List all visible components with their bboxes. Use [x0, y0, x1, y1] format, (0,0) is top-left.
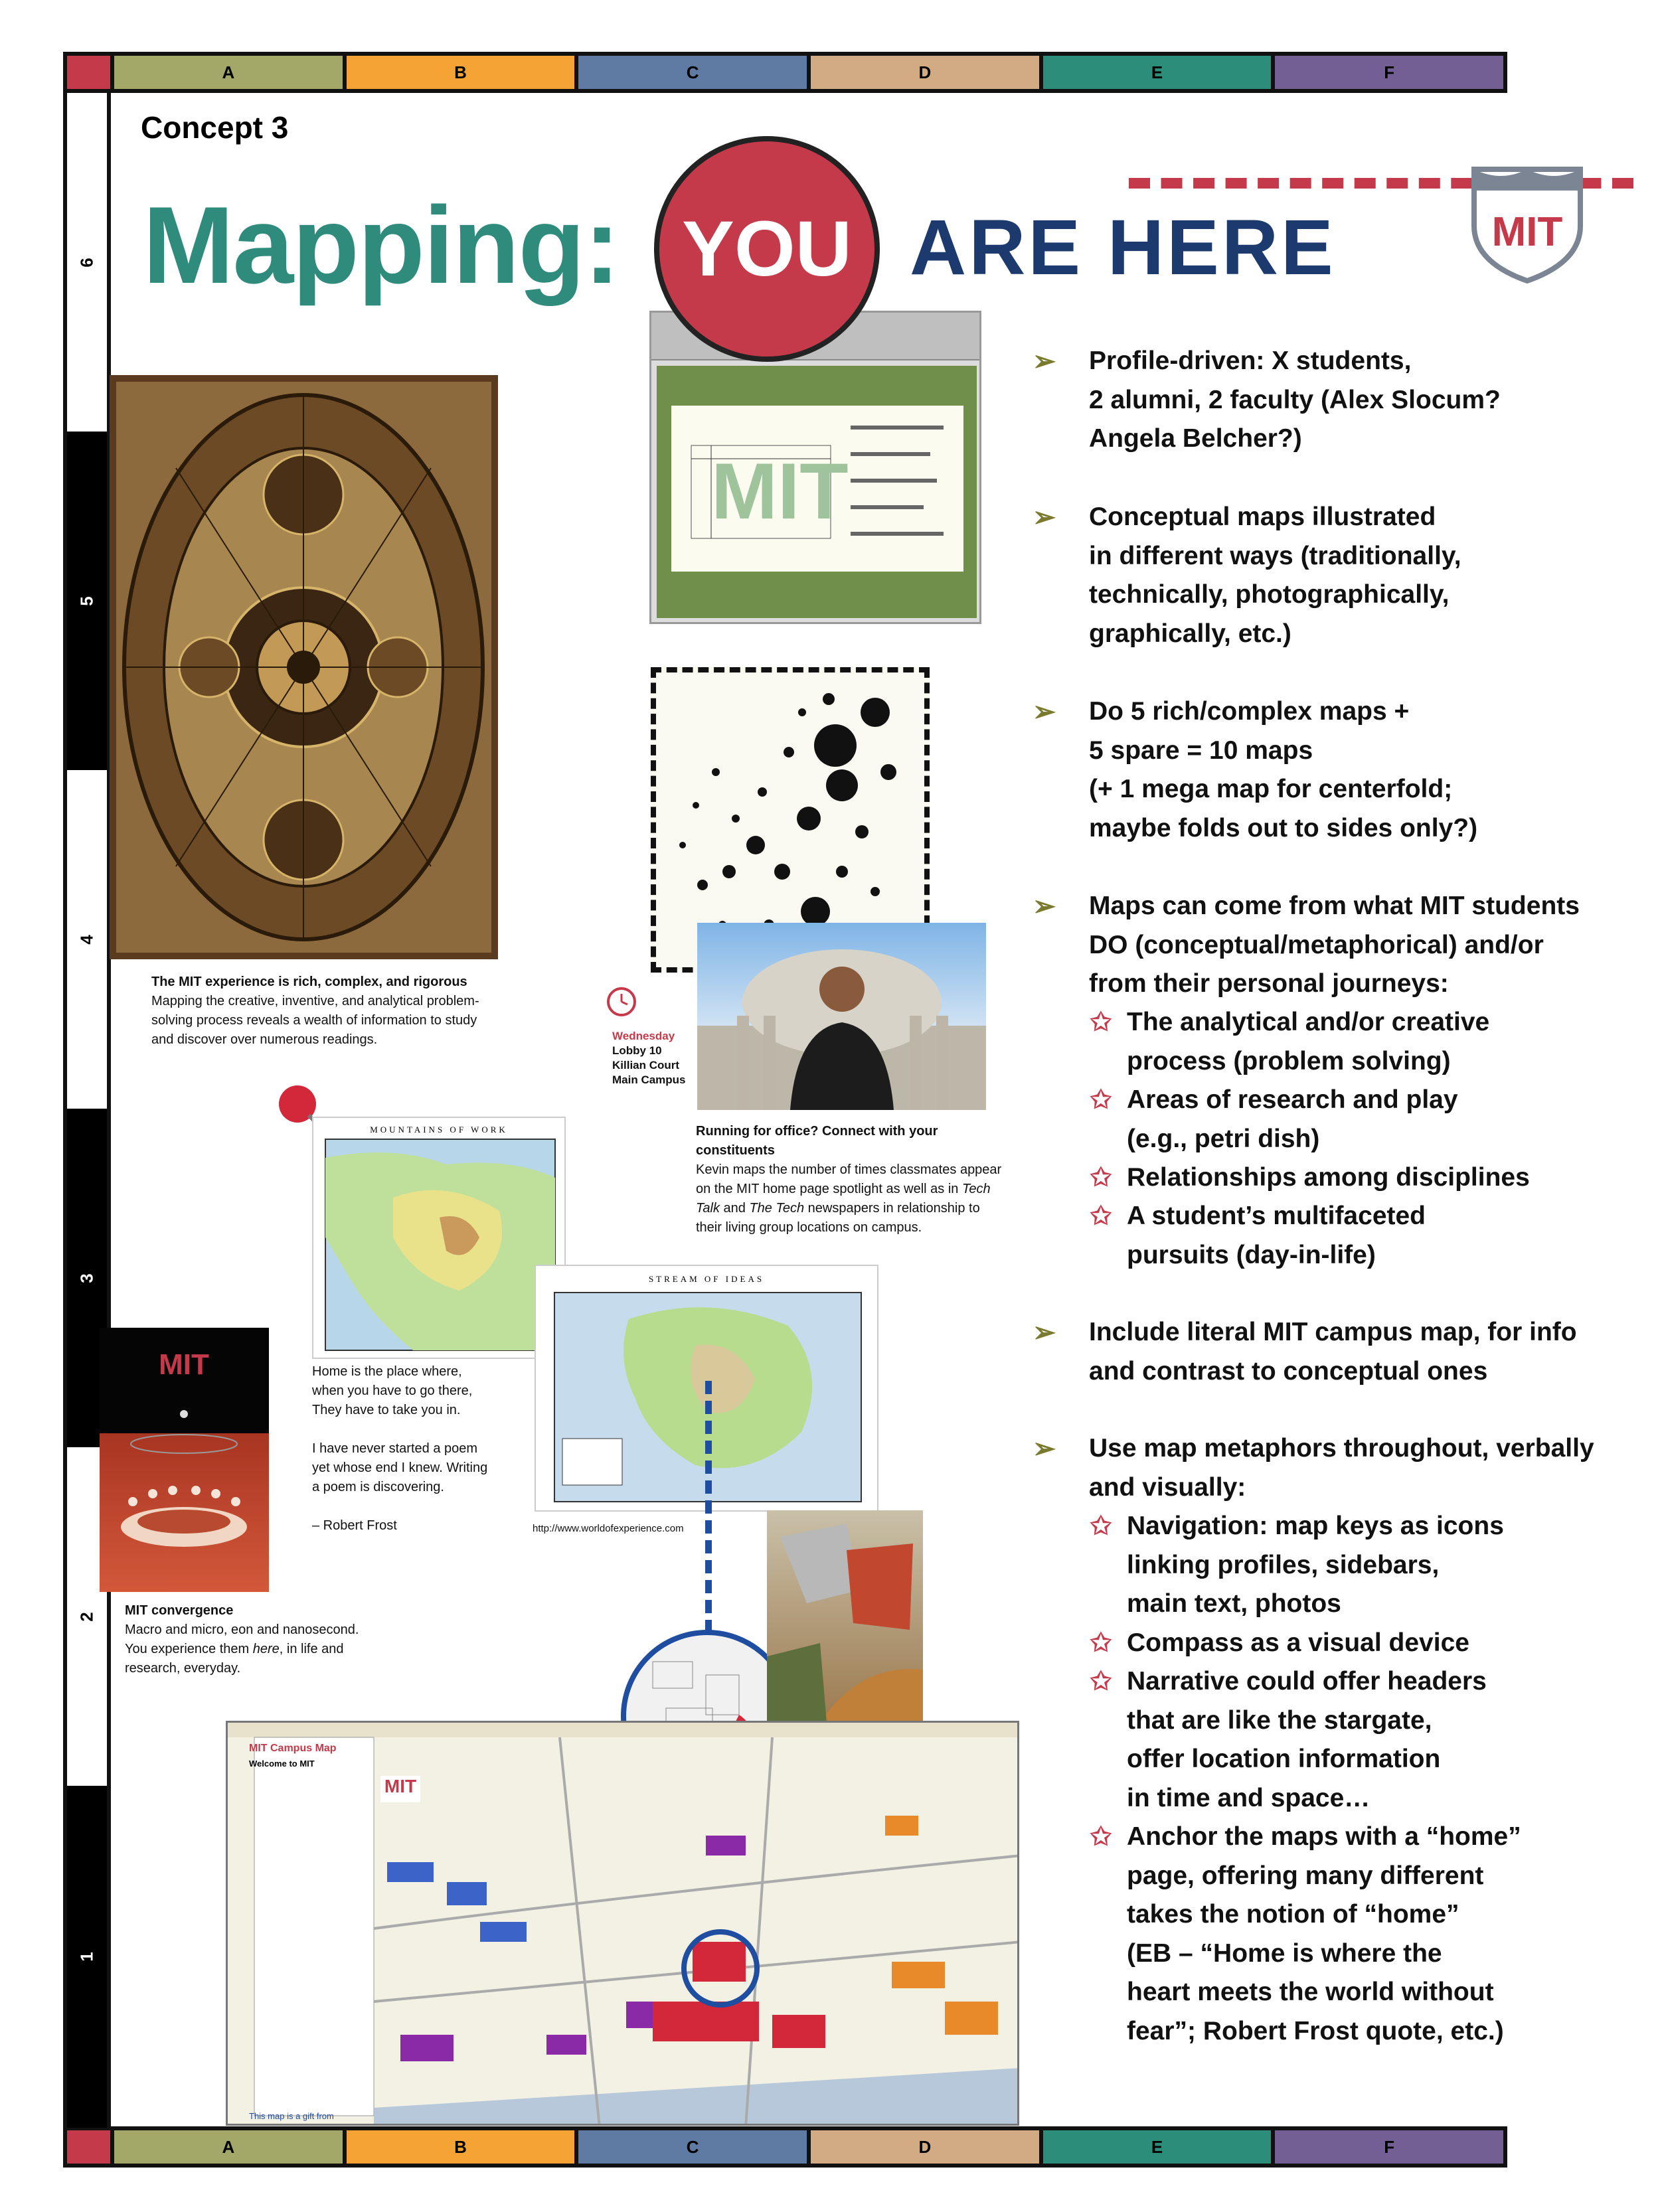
- running-title: Running for office? Connect with your constituents: [696, 1124, 938, 1158]
- campus-map-title: MIT Campus Map: [249, 1743, 337, 1754]
- subbullet-line: pursuits (day-in-life): [1127, 1240, 1376, 1269]
- mountains-of-work-map: [312, 1117, 566, 1359]
- bullet-3: [1033, 692, 1478, 848]
- bullet-line: and visually:: [1089, 1472, 1246, 1502]
- concept-label: Concept 3: [141, 110, 289, 145]
- subbullet-line: page, offering many different: [1127, 1861, 1484, 1890]
- bullet-line: maybe folds out to sides only?): [1089, 813, 1478, 842]
- clock-line: Killian Court: [612, 1059, 680, 1071]
- stata-center-photo: [767, 1510, 923, 1723]
- bullet-line: Include literal MIT campus map, for info: [1089, 1318, 1577, 1346]
- top-grid-bar: [63, 52, 1507, 93]
- row-label: 4: [76, 934, 97, 945]
- arrow-icon: ➢: [1033, 501, 1056, 532]
- poem-line: I have never started a poem: [312, 1441, 478, 1456]
- grid-corner: [67, 2130, 114, 2164]
- subbullet-b1: [1090, 1507, 1504, 1624]
- row-label: 1: [76, 1952, 97, 1962]
- grid-col-e: E: [1043, 2130, 1276, 2164]
- subbullet-line: Narrative could offer headers: [1127, 1667, 1487, 1696]
- poem-author: – Robert Frost: [312, 1518, 397, 1533]
- running-body: newspapers in relationship to their living group locations on campus.: [696, 1201, 980, 1235]
- grid-col-e: E: [1043, 56, 1276, 89]
- convergence-photo: [100, 1328, 269, 1592]
- arrow-icon: ➢: [1033, 890, 1056, 921]
- milk-drop-crown: [100, 1328, 269, 1592]
- source-url: http://www.worldofexperience.com: [533, 1523, 684, 1534]
- subbullet-line: offer location information: [1127, 1745, 1441, 1773]
- campus-map-welcome: Welcome to MIT: [249, 1759, 315, 1769]
- clock-day: Wednesday: [612, 1030, 675, 1042]
- grid-row-5: [67, 432, 107, 770]
- experience-title: The MIT experience is rich, complex, and rigorous: [151, 975, 467, 989]
- poem-line: when you have to go there,: [312, 1383, 473, 1398]
- bullet-line: Do 5 rich/complex maps +: [1089, 697, 1410, 726]
- mit-campus-map: [226, 1721, 1019, 2126]
- mandala-map-artwork: [110, 375, 498, 959]
- bullet-4: [1033, 887, 1580, 1004]
- subbullet-b3: [1090, 1662, 1487, 1818]
- clock-line: Lobby 10: [612, 1044, 662, 1057]
- mit-shield-logo: [1467, 163, 1587, 285]
- experience-body: Mapping the creative, inventive, and analytical problem-solving process reveals a wealth of information to study and discover over numerous readings.: [151, 994, 479, 1047]
- bullet-2: [1033, 498, 1461, 653]
- subbullet-b2: [1090, 1624, 1469, 1663]
- row-label: 3: [76, 1273, 97, 1283]
- subbullet-line: Anchor the maps with a “home”: [1127, 1822, 1521, 1851]
- subbullet-a2: [1090, 1081, 1458, 1158]
- bullet-1: [1033, 342, 1501, 459]
- arrow-icon: ➢: [1033, 1316, 1056, 1348]
- star-icon: ✩: [1090, 1086, 1112, 1114]
- star-icon: ✩: [1090, 1668, 1112, 1696]
- poem-caption: [312, 1362, 531, 1536]
- clock-icon: [606, 986, 637, 1018]
- poem-line: a poem is discovering.: [312, 1480, 444, 1494]
- star-icon: ✩: [1090, 1629, 1112, 1657]
- svg-text:MIT: MIT: [711, 447, 849, 536]
- svg-text:MIT: MIT: [384, 1776, 417, 1796]
- grid-col-b: B: [347, 56, 579, 89]
- bullet-6: [1033, 1429, 1594, 1507]
- student-figure: [697, 923, 986, 1110]
- bullet-line: and contrast to conceptual ones: [1089, 1356, 1488, 1385]
- subbullet-line: (EB – “Home is where the: [1127, 1938, 1442, 1968]
- bullet-line: Maps can come from what MIT students: [1089, 892, 1580, 920]
- subbullet-b4: [1090, 1818, 1521, 2051]
- experience-caption: [151, 973, 483, 1050]
- student-photo: [697, 923, 986, 1110]
- campus-map-graphic: [228, 1723, 1019, 2126]
- convergence-em: here: [252, 1642, 280, 1656]
- running-em: Tech Talk: [696, 1182, 991, 1216]
- bottom-grid-bar: [63, 2126, 1507, 2168]
- campus-map-footer: This map is a gift from: [249, 2111, 334, 2121]
- stata-building: [767, 1510, 923, 1723]
- subbullet-line: takes the notion of “home”: [1127, 1900, 1459, 1929]
- mit-homepage-screenshot: [649, 311, 981, 624]
- running-body: and: [719, 1201, 750, 1216]
- bullet-line: 2 alumni, 2 faculty (Alex Slocum?: [1089, 385, 1501, 414]
- subbullet-line: (e.g., petri dish): [1127, 1124, 1320, 1153]
- bullet-line: DO (conceptual/metaphorical) and/or: [1089, 930, 1544, 959]
- subbullet-a1: [1090, 1003, 1490, 1081]
- convergence-body: , in life and research, everyday.: [125, 1642, 344, 1676]
- mandala-illustration: [110, 375, 498, 959]
- subbullet-line: The analytical and/or creative: [1127, 1008, 1490, 1036]
- arrow-icon: ➢: [1033, 696, 1056, 727]
- arrow-icon: ➢: [1033, 345, 1056, 376]
- homepage-content: [671, 406, 963, 572]
- bullet-line: technically, photographically,: [1089, 580, 1450, 609]
- convergence-caption: [125, 1601, 364, 1678]
- left-grid-bar: [63, 93, 111, 2128]
- subbullet-line: that are like the stargate,: [1127, 1705, 1432, 1735]
- convergence-body: Macro and micro, eon and nanosecond. You experience them: [125, 1622, 359, 1656]
- you-circle: YOU: [654, 136, 880, 362]
- star-icon: ✩: [1090, 1823, 1112, 1851]
- mountains-map-graphic: [313, 1118, 567, 1360]
- subbullet-line: Areas of research and play: [1127, 1085, 1458, 1114]
- subbullet-line: A student’s multifaceted: [1127, 1202, 1426, 1230]
- grid-row-1: [67, 1786, 107, 2128]
- grid-col-a: A: [114, 56, 347, 89]
- bullet-line: in different ways (traditionally,: [1089, 541, 1461, 570]
- grid-row-4: [67, 770, 107, 1109]
- grid-col-a: A: [114, 2130, 347, 2164]
- star-icon: ✩: [1090, 1512, 1112, 1540]
- grid-col-f: F: [1275, 2130, 1503, 2164]
- bullet-5: [1033, 1313, 1577, 1391]
- svg-text:MIT: MIT: [159, 1348, 209, 1381]
- subbullet-line: process (problem solving): [1127, 1046, 1451, 1075]
- title-are-here: ARE HERE: [910, 204, 1336, 291]
- subbullet-line: Compass as a visual device: [1127, 1628, 1469, 1657]
- arrow-icon: ➢: [1033, 1433, 1056, 1464]
- bullet-line: Angela Belcher?): [1089, 424, 1302, 453]
- poem-line: Home is the place where,: [312, 1364, 462, 1379]
- bullet-line: Conceptual maps illustrated: [1089, 503, 1436, 531]
- mountains-map-title: MOUNTAINS OF WORK: [370, 1125, 508, 1135]
- subbullet-a3: [1090, 1158, 1530, 1198]
- grid-row-6: [67, 93, 107, 432]
- grid-col-d: D: [811, 2130, 1043, 2164]
- grid-corner: [67, 56, 114, 89]
- grid-col-c: C: [578, 56, 811, 89]
- star-icon: ✩: [1090, 1164, 1112, 1192]
- running-em: The Tech: [749, 1201, 805, 1216]
- subbullet-line: Relationships among disciplines: [1127, 1163, 1530, 1192]
- bullet-line: Use map metaphors throughout, verbally: [1089, 1434, 1594, 1462]
- subbullet-line: Navigation: map keys as icons: [1127, 1512, 1504, 1540]
- subbullet-line: heart meets the world without: [1127, 1978, 1494, 2006]
- row-label: 6: [76, 257, 97, 268]
- subbullet-line: linking profiles, sidebars,: [1127, 1550, 1440, 1579]
- poem-line: yet whose end I knew. Writing: [312, 1461, 488, 1475]
- svg-text:MIT: MIT: [1491, 209, 1563, 255]
- bullet-line: graphically, etc.): [1089, 619, 1291, 648]
- grid-col-c: C: [578, 2130, 811, 2164]
- subbullet-line: main text, photos: [1127, 1589, 1341, 1618]
- bullet-line: 5 spare = 10 maps: [1089, 736, 1313, 765]
- subbullet-line: in time and space…: [1127, 1783, 1370, 1812]
- bullet-line: Profile-driven: X students,: [1089, 347, 1412, 375]
- clock-caption: [612, 1029, 686, 1087]
- bullet-line: (+ 1 mega map for centerfold;: [1089, 775, 1453, 803]
- subbullet-a4: [1090, 1197, 1426, 1275]
- grid-col-d: D: [811, 56, 1043, 89]
- row-label: 2: [76, 1611, 97, 1622]
- subbullet-line: fear”; Robert Frost quote, etc.): [1127, 2016, 1504, 2045]
- bullet-line: from their personal journeys:: [1089, 969, 1449, 998]
- homepage-body: [657, 366, 977, 618]
- grid-col-b: B: [347, 2130, 579, 2164]
- star-icon: ✩: [1090, 1202, 1112, 1230]
- clock-line: Main Campus: [612, 1073, 686, 1086]
- grid-col-f: F: [1275, 56, 1503, 89]
- row-label: 5: [76, 595, 97, 606]
- star-icon: ✩: [1090, 1008, 1112, 1036]
- running-caption: [696, 1122, 1008, 1237]
- shield-icon: [1467, 163, 1587, 285]
- poem-line: They have to take you in.: [312, 1403, 461, 1417]
- zoom-connector-line: [705, 1381, 712, 1633]
- convergence-title: MIT convergence: [125, 1603, 234, 1618]
- mit-blueprint-graphic: [671, 406, 963, 572]
- title-mapping: Mapping:: [143, 184, 620, 306]
- running-body: Kevin maps the number of times classmates appear on the MIT home page spotlight as well as in: [696, 1162, 1002, 1196]
- stream-map-title: STREAM OF IDEAS: [648, 1274, 765, 1284]
